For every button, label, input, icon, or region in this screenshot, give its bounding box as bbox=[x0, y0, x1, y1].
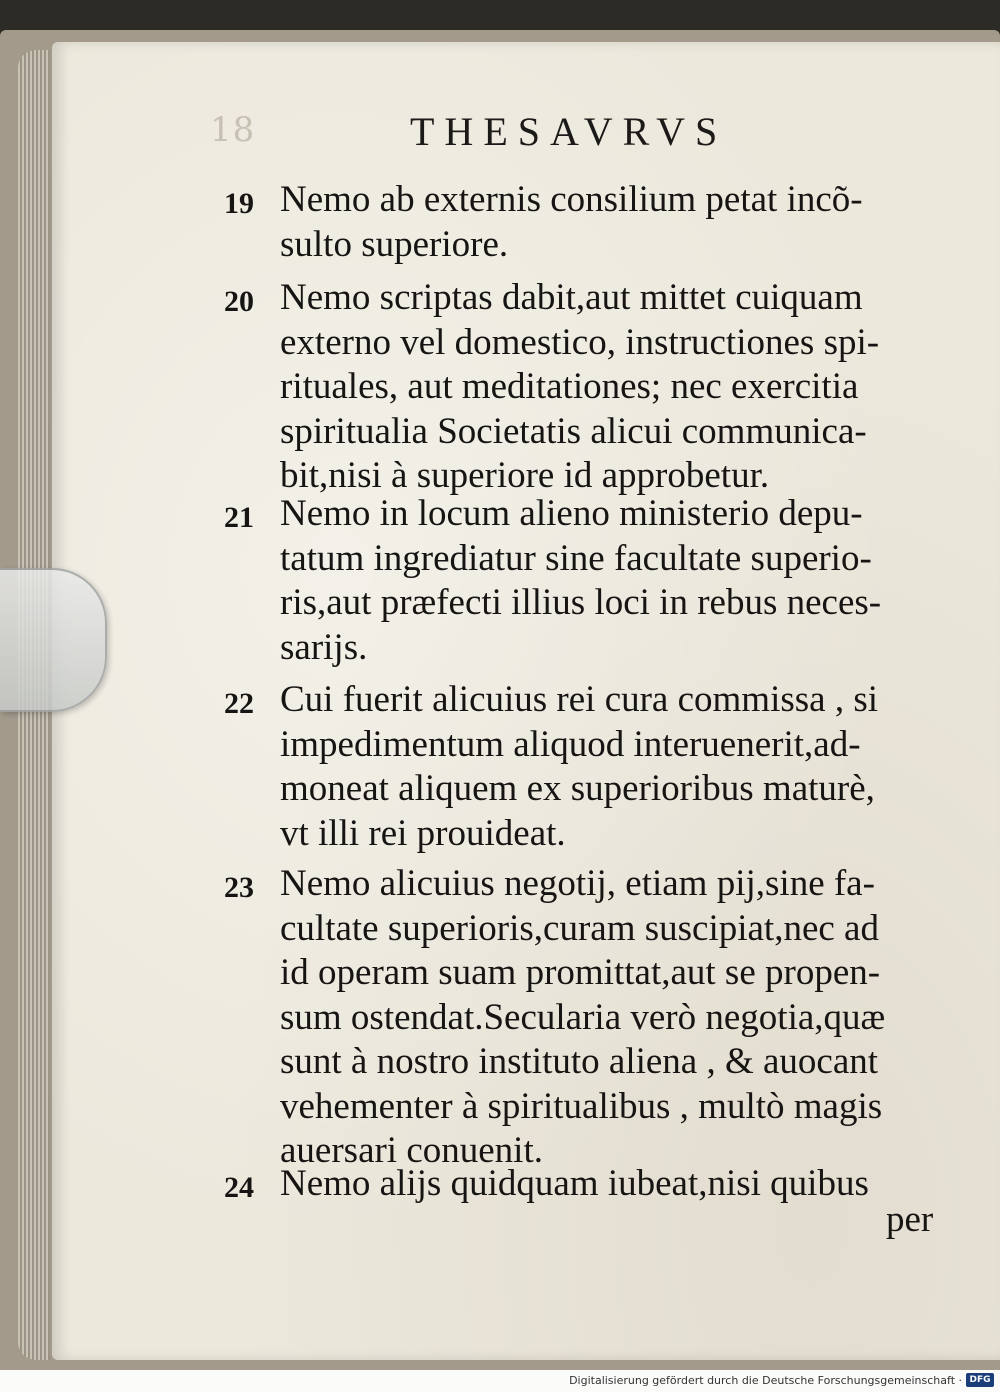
entry-line: Nemo alicuius negotij, etiam pij,sine fa- bbox=[280, 863, 875, 904]
entry-21 bbox=[224, 492, 950, 670]
entry-line: Nemo scriptas dabit,aut mittet cuiquam bbox=[280, 277, 863, 318]
entry-line: rituales, aut meditationes; nec exercitia bbox=[280, 366, 859, 407]
catchword: per bbox=[886, 1199, 934, 1240]
entry-line: cultate superioris,curam suscipiat,nec ad bbox=[280, 907, 879, 949]
entry-line: spiritualia Societatis alicui communica- bbox=[280, 410, 867, 452]
running-header: THESAVRVS bbox=[410, 109, 728, 154]
entry-line: vehementer à spiritualibus , multò magis bbox=[280, 1085, 883, 1127]
entry-20 bbox=[224, 276, 950, 499]
page-clip bbox=[0, 568, 107, 712]
entry-line: auersari conuenit. bbox=[280, 1130, 543, 1171]
entry-23 bbox=[224, 862, 950, 1174]
entry-number: 20 bbox=[224, 285, 254, 318]
entry-line: sarijs. bbox=[280, 626, 368, 668]
footer-bar bbox=[0, 1370, 1000, 1392]
entry-line: Nemo ab externis consilium petat incõ- bbox=[280, 179, 863, 220]
footer-credit: Digitalisierung gefördert durch die Deutsche Forschungsgemeinschaft · bbox=[569, 1374, 962, 1387]
entry-line: sulto superiore. bbox=[280, 223, 509, 265]
entry-line: ris,aut præfecti illius loci in rebus neces- bbox=[280, 582, 882, 623]
entry-number: 24 bbox=[224, 1171, 254, 1204]
entry-line: impedimentum aliquod interuenerit,ad- bbox=[280, 723, 861, 765]
entry-line: Cui fuerit alicuius rei cura commissa , si bbox=[280, 679, 879, 720]
entry-line: Nemo in locum alieno ministerio depu- bbox=[280, 493, 863, 534]
entry-line: moneat aliquem ex superioribus maturè, bbox=[280, 768, 875, 809]
entry-22 bbox=[224, 678, 950, 856]
dfg-logo: DFG bbox=[966, 1373, 994, 1387]
entry-number: 22 bbox=[224, 687, 254, 720]
entry-number: 21 bbox=[224, 501, 254, 534]
entry-line: Nemo alijs quidquam iubeat,nisi quibus bbox=[280, 1163, 869, 1204]
entry-line: sum ostendat.Secularia verò negotia,quæ bbox=[280, 996, 886, 1038]
entry-line: vt illi rei prouideat. bbox=[280, 812, 566, 854]
entry-line: tatum ingrediatur sine facultate superio- bbox=[280, 537, 872, 579]
entry-line: sunt à nostro instituto aliena , & auocant bbox=[280, 1041, 879, 1082]
entry-line: externo vel domestico, instructiones spi- bbox=[280, 321, 880, 363]
entry-line: id operam suam promittat,aut se propen- bbox=[280, 952, 881, 993]
entry-19 bbox=[224, 178, 950, 267]
entry-number: 23 bbox=[224, 871, 254, 904]
entry-24 bbox=[224, 1162, 950, 1207]
entry-line: bit,nisi à superiore id approbetur. bbox=[280, 455, 770, 496]
page-number: 18 bbox=[210, 110, 256, 150]
entry-number: 19 bbox=[224, 187, 254, 220]
